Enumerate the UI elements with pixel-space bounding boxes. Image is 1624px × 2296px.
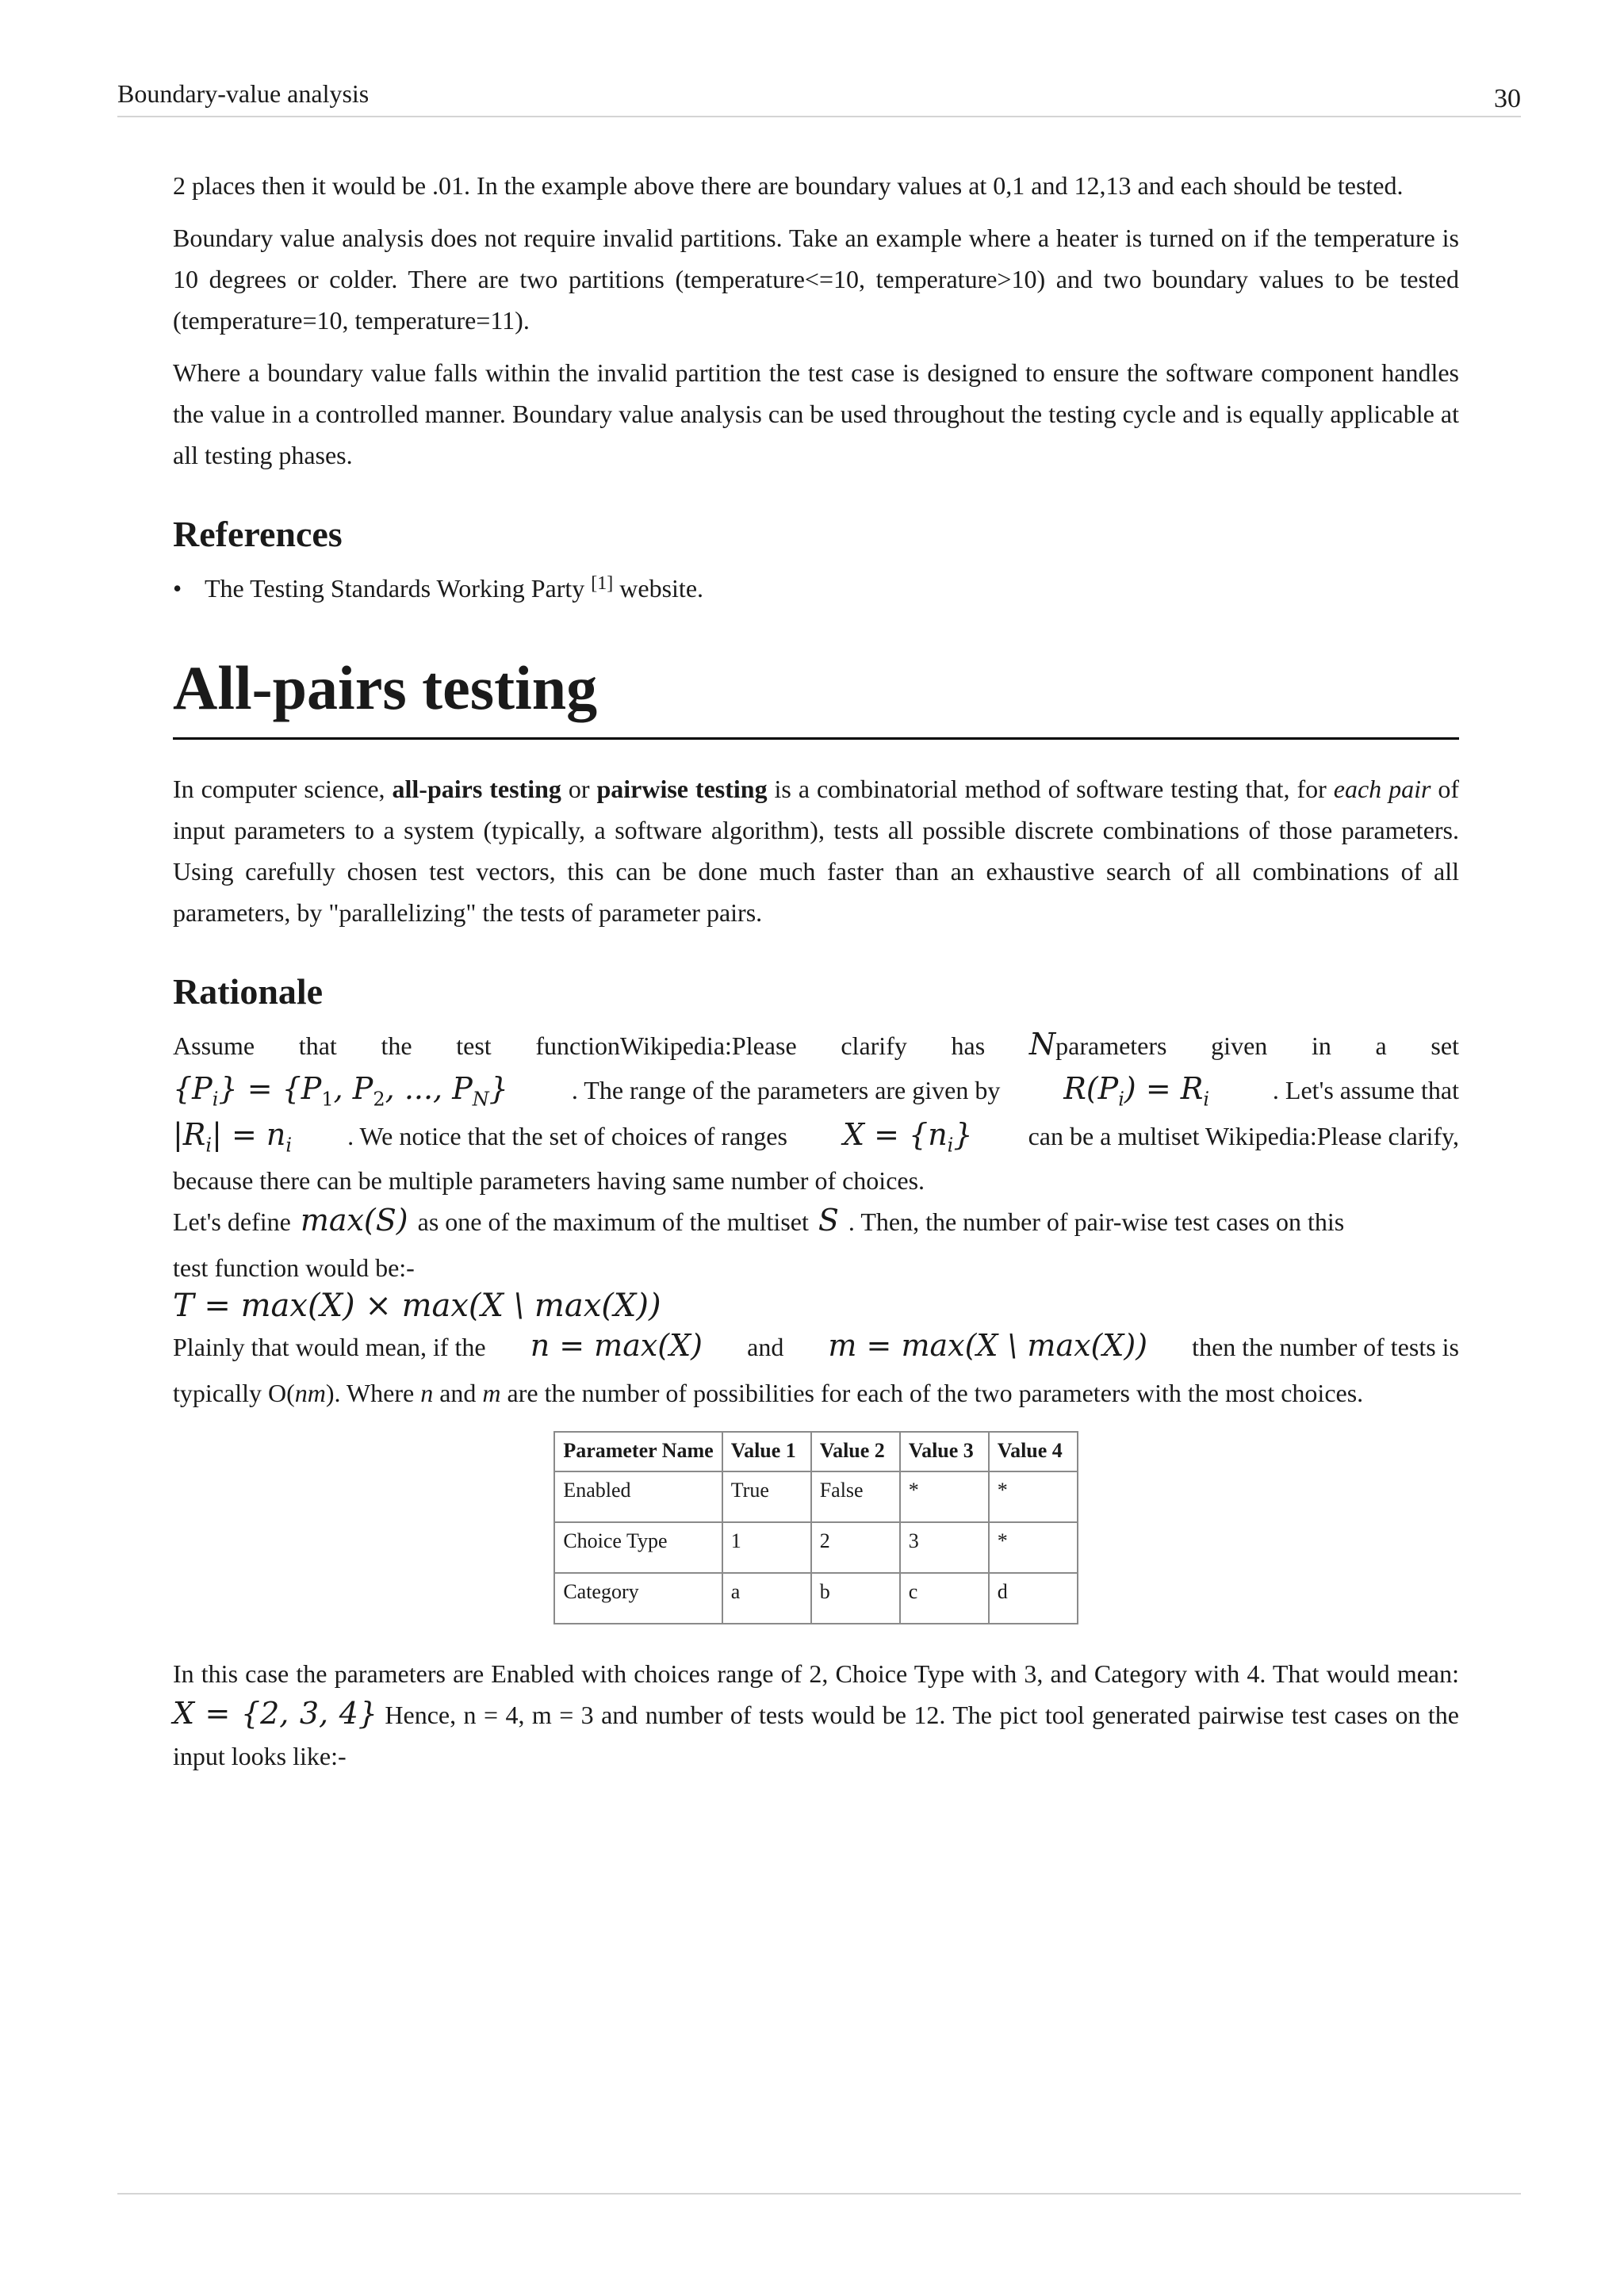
rationale-text: and — [433, 1379, 483, 1407]
rationale-text: Let's define — [173, 1207, 291, 1236]
page-footer-rule — [117, 2193, 1521, 2195]
rationale-word: the — [381, 1031, 412, 1060]
rationale-word: a — [1375, 1031, 1387, 1060]
table-row — [554, 1573, 1077, 1624]
rationale-line-3 — [173, 1115, 1459, 1157]
table-cell: False — [811, 1471, 900, 1522]
table-header-cell: Value 1 — [722, 1432, 811, 1471]
table-cell: 2 — [811, 1522, 900, 1573]
table-row — [554, 1471, 1077, 1522]
rationale-line-7 — [173, 1326, 1459, 1368]
reference-text: The Testing Standards Working Party — [205, 574, 585, 603]
page-header — [117, 79, 1521, 117]
bva-paragraph-1: 2 places then it would be .01. In the example above there are boundary values at 0,1 and 12,13 and each should be tested. — [173, 171, 1404, 200]
formula-set-definition: $\{P_i\} = \{P_1$, $P_2$, ..., $P_N$} — [173, 1071, 508, 1111]
table-header-cell: Value 3 — [900, 1432, 989, 1471]
rationale-word: parameters — [1055, 1031, 1167, 1060]
rationale-text: Plainly that would mean, if the — [173, 1333, 486, 1361]
table-cell: 1 — [722, 1522, 811, 1573]
closing-text: Hence, n = 4, m = 3 and number of tests would be 12. The pict tool generated pairwise test cases on the input looks like:- — [173, 1701, 1459, 1770]
rationale-text: . Let's assume that — [1272, 1076, 1459, 1104]
intro-paragraph — [173, 768, 1459, 933]
formula-max-s: max(S) — [300, 1203, 408, 1238]
rationale-word: in — [1311, 1031, 1331, 1060]
rationale-word: functionWikipedia:Please — [535, 1031, 797, 1060]
page-number: 30 — [1494, 84, 1521, 113]
rationale-text: and — [747, 1333, 784, 1361]
table-cell: b — [811, 1573, 900, 1624]
running-title: Boundary-value analysis — [117, 79, 370, 108]
rationale-line-1 — [173, 1025, 1459, 1066]
table-cell: * — [989, 1471, 1078, 1522]
rationale-text: can be a multiset Wikipedia:Please clarify, — [1028, 1122, 1459, 1150]
formula-range: $R(P_i) = R_i$ — [1063, 1071, 1210, 1111]
page-content — [173, 165, 1459, 1788]
formula-N: N — [1028, 1027, 1056, 1062]
term-pairwise: pairwise testing — [596, 775, 768, 803]
rationale-text: . We notice that the set of choices of ranges — [347, 1122, 787, 1150]
reference-link[interactable]: [1] — [591, 573, 614, 594]
table-cell: Category — [554, 1573, 722, 1624]
rationale-word: has — [951, 1031, 986, 1060]
table-cell: c — [900, 1573, 989, 1624]
reference-item — [173, 568, 1459, 609]
intro-text: or — [561, 775, 597, 803]
intro-emphasis: each pair — [1333, 775, 1431, 803]
rationale-word: Assume — [173, 1031, 255, 1060]
formula-test-count: T = max(X) × max(X \ max(X)) — [173, 1288, 661, 1324]
table-header-cell: Value 4 — [989, 1432, 1078, 1471]
rationale-word: clarify — [841, 1031, 907, 1060]
table-cell: 3 — [900, 1522, 989, 1573]
rationale-text: ). Where — [325, 1379, 421, 1407]
rationale-word: test — [456, 1031, 492, 1060]
intro-text: In computer science, — [173, 775, 393, 803]
rationale-line-8 — [173, 1372, 1459, 1414]
rationale-text: then the number of tests is — [1192, 1333, 1459, 1361]
rationale-text: are the number of possibilities for each of the two parameters with the most choices. — [500, 1379, 1364, 1407]
formula-s: S — [818, 1203, 839, 1238]
table-header-cell: Value 2 — [811, 1432, 900, 1471]
reference-text-tail: website. — [613, 574, 704, 603]
rationale-emphasis: m — [482, 1379, 501, 1407]
rationale-heading: Rationale — [173, 971, 324, 1012]
formula-multiset: $X = \{n_i\}$ — [842, 1117, 973, 1157]
table-cell: d — [989, 1573, 1078, 1624]
table-cell: * — [989, 1522, 1078, 1573]
closing-paragraph — [173, 1653, 1459, 1777]
table-cell: Enabled — [554, 1471, 722, 1522]
rationale-text: . The range of the parameters are given by — [571, 1076, 1001, 1104]
bva-paragraph-3: Where a boundary value falls within the invalid partition the test case is designed to ensure the software component handles the value in a controlled manner. Boundary value analysis can be used throughout the testing cycle and is equally applicable at all testing phases. — [173, 358, 1459, 469]
rationale-word: given — [1211, 1031, 1268, 1060]
closing-text: In this case the parameters are Enabled with choices range of 2, Choice Type with 3, and Category with 4. That would mean: — [173, 1659, 1459, 1688]
intro-text: of input parameters to a system (typically, a software algorithm), tests all possible discrete combinations of those parameters. Using carefully chosen test vectors, this can be done much faster than an exhaustive search of all combinations of all parameters, by "parallelizing" the tests of parameter pairs. — [173, 775, 1460, 927]
formula-x-set: X = {2, 3, 4} — [173, 1696, 377, 1731]
formula-m: m = max(X \ max(X)) — [828, 1328, 1148, 1363]
table-row — [554, 1522, 1077, 1573]
article-title: All-pairs testing — [173, 649, 1459, 740]
table-body — [554, 1471, 1077, 1624]
table-header-cell: Parameter Name — [554, 1432, 722, 1471]
rationale-text: as one of the maximum of the multiset — [417, 1207, 809, 1236]
rationale-text: . Then, the number of pair-wise test cases on this — [848, 1207, 1345, 1236]
rationale-line-2 — [173, 1070, 1459, 1111]
rationale-word-group — [1029, 1025, 1167, 1066]
bva-paragraph-2: Boundary value analysis does not require invalid partitions. Take an example where a heater is turned on if the temperature is 10 degrees or colder. There are two partitions (temperature<=10, temperature>10) and two boundary values to be tested (temperature=10, temperature=11). — [173, 224, 1459, 335]
term-all-pairs: all-pairs testing — [392, 775, 561, 803]
rationale-line-5 — [173, 1201, 1459, 1242]
formula-cardinality: $|R_i| = n_i$ — [173, 1117, 293, 1157]
rationale-line-4: because there can be multiple parameters having same number of choices. — [173, 1166, 925, 1195]
intro-text: is a combinatorial method of software testing that, for — [767, 775, 1334, 803]
rationale-emphasis: nm — [294, 1379, 326, 1407]
rationale-text: typically O( — [173, 1379, 295, 1407]
table-cell: True — [722, 1471, 811, 1522]
formula-n: n = max(X) — [530, 1328, 703, 1363]
table-cell: Choice Type — [554, 1522, 722, 1573]
table-header-row — [554, 1432, 1077, 1471]
references-heading: References — [173, 514, 343, 554]
parameter-table — [553, 1431, 1078, 1624]
table-cell: * — [900, 1471, 989, 1522]
rationale-emphasis: n — [420, 1379, 434, 1407]
rationale-line-6: test function would be:- — [173, 1253, 415, 1282]
rationale-word: that — [298, 1031, 337, 1060]
rationale-word: set — [1431, 1031, 1459, 1060]
references-list — [173, 568, 1459, 609]
table-cell: a — [722, 1573, 811, 1624]
